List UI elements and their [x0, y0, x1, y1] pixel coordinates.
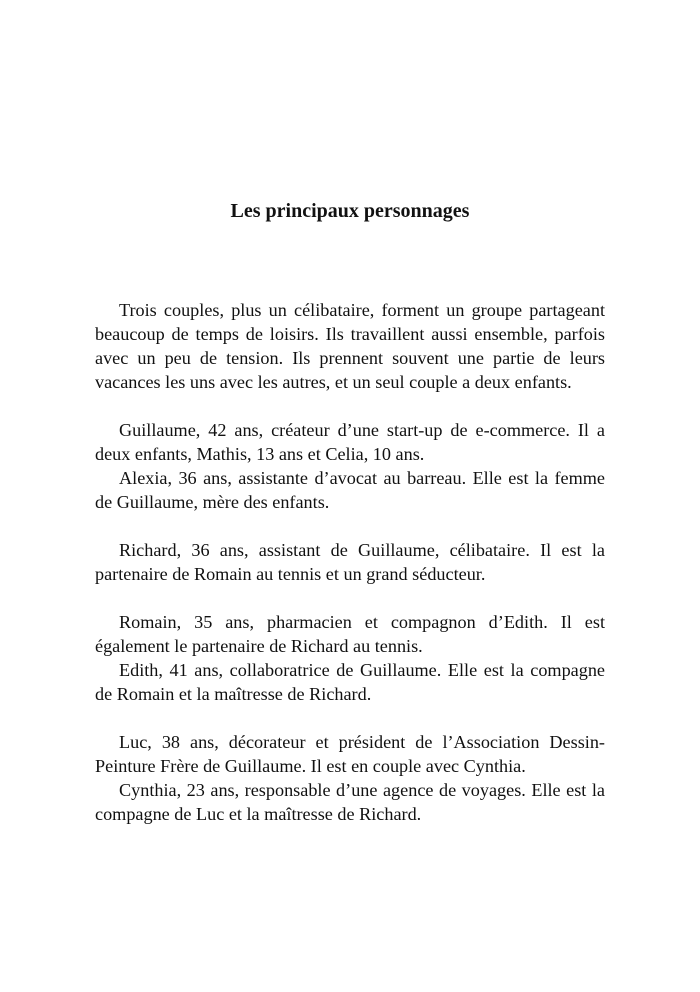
document-body — [95, 298, 605, 826]
character-alexia: Alexia, 36 ans, assistante d’avocat au barreau. Elle est la femme de Guillaume, mère des enfants. — [95, 468, 605, 512]
paragraph-spacer — [95, 706, 605, 730]
paragraph-spacer — [95, 514, 605, 538]
character-richard: Richard, 36 ans, assistant de Guillaume, célibataire. Il est la partenaire de Romain au tennis et un grand séducteur. — [95, 540, 605, 584]
character-romain: Romain, 35 ans, pharmacien et compagnon d’Edith. Il est également le partenaire de Richard au tennis. — [95, 612, 605, 656]
character-edith: Edith, 41 ans, collaboratrice de Guillaume. Elle est la compagne de Romain et la maîtresse de Richard. — [95, 660, 605, 704]
intro-paragraph: Trois couples, plus un célibataire, forment un groupe partageant beaucoup de temps de loisirs. Ils travaillent aussi ensemble, parfois avec un peu de tension. Ils prennent souvent une partie de leurs vacances les uns avec les autres, et un seul couple a deux enfants. — [95, 300, 605, 392]
paragraph-spacer — [95, 394, 605, 418]
character-luc: Luc, 38 ans, décorateur et président de l’Association Dessin-Peinture Frère de Guillaume. Il est en couple avec Cynthia. — [95, 732, 605, 776]
paragraph-spacer — [95, 586, 605, 610]
character-cynthia: Cynthia, 23 ans, responsable d’une agence de voyages. Elle est la compagne de Luc et la maîtresse de Richard. — [95, 780, 605, 824]
character-guillaume: Guillaume, 42 ans, créateur d’une start-up de e-commerce. Il a deux enfants, Mathis, 13 ans et Celia, 10 ans. — [95, 420, 605, 464]
page-title: Les principaux personnages — [230, 200, 470, 222]
